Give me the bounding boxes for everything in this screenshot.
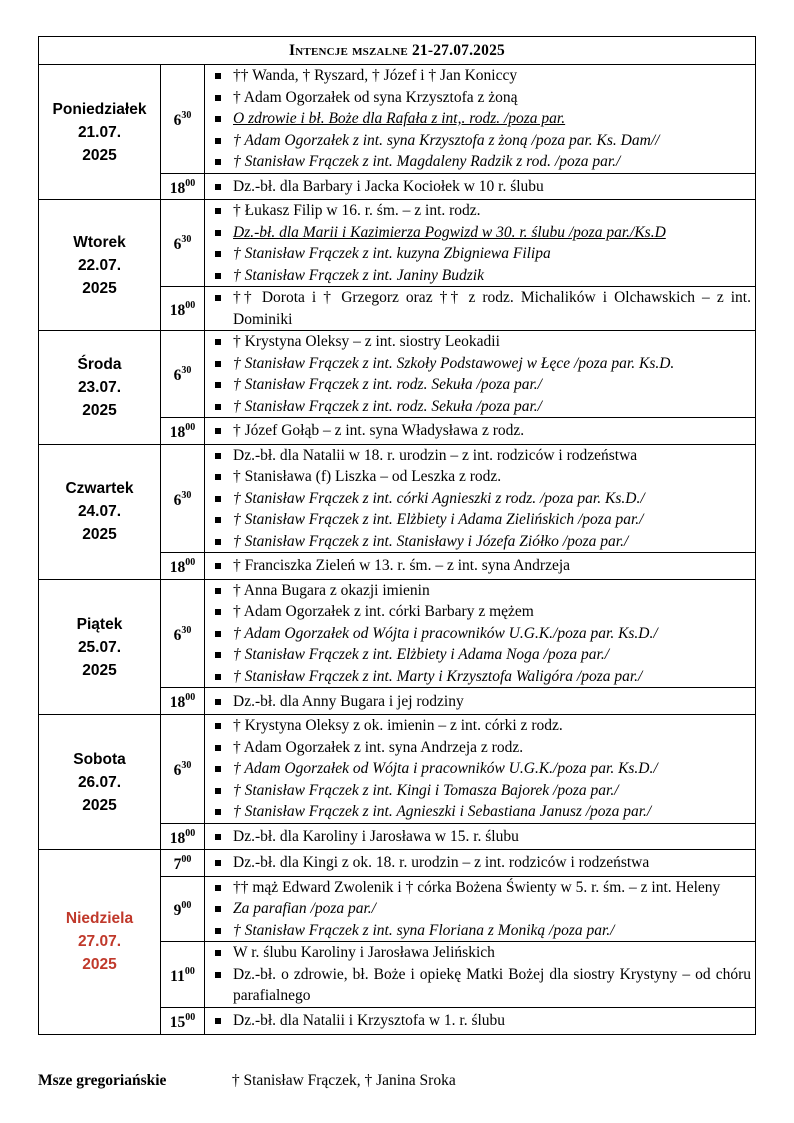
intention-item: W r. ślubu Karoliny i Jarosława Jelińskich — [207, 942, 751, 964]
intention-item: Dz.-bł. dla Barbary i Jacka Kociołek w 10 r. ślubu — [207, 176, 751, 198]
mass-hour: 6 — [173, 236, 182, 254]
intention-item: Dz.-bł. dla Natalii w 18. r. urodzin – z int. rodziców i rodzeństwa — [207, 445, 751, 467]
intentions-cell — [205, 942, 756, 1008]
mass-time — [161, 823, 205, 850]
intention-item: † Franciszka Zieleń w 13. r. śm. – z int. syna Andrzeja — [207, 555, 751, 577]
mass-minutes: 00 — [184, 965, 195, 977]
intentions-cell — [205, 287, 756, 331]
day-date: 25.07. — [77, 638, 122, 656]
mass-row — [39, 331, 756, 418]
mass-time — [161, 850, 205, 877]
mass-time — [161, 331, 205, 418]
intentions-cell — [205, 65, 756, 174]
intentions-cell — [205, 444, 756, 553]
day-label: Niedziela — [65, 910, 134, 928]
intentions-cell — [205, 1007, 756, 1034]
mass-row — [39, 579, 756, 688]
intentions-cell — [205, 418, 756, 445]
mass-minutes: 00 — [185, 177, 196, 189]
intention-item: † Stanisław Frączek z int. rodz. Sekuła /poza par./ — [207, 374, 751, 396]
mass-minutes: 30 — [181, 760, 192, 772]
mass-minutes: 00 — [185, 827, 196, 839]
day-label: Czwartek — [65, 480, 134, 498]
intention-item: † Adam Ogorzałek od Wójta i pracowników U.G.K./poza par. Ks.D./ — [207, 623, 751, 645]
intentions-list — [207, 445, 751, 553]
day-year: 2025 — [82, 796, 117, 814]
mass-row — [39, 850, 756, 877]
day-year: 2025 — [82, 661, 117, 679]
day-date: 23.07. — [77, 378, 122, 396]
intentions-cell — [205, 823, 756, 850]
day-label: Piątek — [76, 615, 123, 633]
mass-intentions-table — [38, 36, 756, 1035]
day-label: Wtorek — [73, 233, 126, 251]
mass-minutes: 00 — [185, 1011, 196, 1023]
intentions-cell — [205, 876, 756, 942]
intentions-list — [207, 287, 751, 330]
intention-item: † Łukasz Filip w 16. r. śm. – z int. rodz. — [207, 200, 751, 222]
mass-minutes: 30 — [181, 624, 192, 636]
day-cell-1 — [39, 200, 161, 331]
mass-time — [161, 1007, 205, 1034]
mass-hour: 6 — [173, 112, 182, 130]
mass-hour: 6 — [173, 627, 182, 645]
mass-hour: 18 — [169, 424, 186, 442]
intention-item: † Stanisław Frączek z int. Kingi i Tomasza Bajorek /poza par./ — [207, 780, 751, 802]
intention-item: Dz.-bł. dla Marii i Kazimierza Pogwizd w 30. r. ślubu /poza par./Ks.D — [207, 222, 751, 244]
mass-hour: 6 — [173, 367, 182, 385]
mass-hour: 18 — [169, 301, 186, 319]
mass-hour: 18 — [169, 829, 186, 847]
mass-hour: 18 — [169, 559, 186, 577]
mass-hour: 9 — [173, 902, 182, 920]
intention-item: † Stanisław Frączek z int. Agnieszki i Sebastiana Janusz /poza par./ — [207, 801, 751, 823]
gregorian-masses-names: † Stanisław Frączek, † Janina Sroka — [231, 1072, 456, 1089]
intention-item: Dz.-bł. o zdrowie, bł. Boże i opiekę Matki Bożej dla siostry Krystyny – od chóru parafialnego — [207, 964, 751, 1007]
day-cell-4 — [39, 579, 161, 714]
page-title — [39, 37, 756, 65]
mass-minutes: 30 — [181, 365, 192, 377]
mass-minutes: 00 — [185, 557, 196, 569]
intentions-list — [207, 877, 751, 942]
day-label: Poniedziałek — [52, 100, 147, 118]
intentions-cell — [205, 715, 756, 824]
mass-hour: 18 — [169, 179, 186, 197]
intentions-cell — [205, 173, 756, 200]
intention-item: † Anna Bugara z okazji imienin — [207, 580, 751, 602]
mass-row — [39, 715, 756, 824]
intentions-list — [207, 420, 751, 442]
intention-item: † Stanisław Frączek z int. Stanisławy i Józefa Ziółko /poza par./ — [207, 531, 751, 553]
page-title-text: Intencje mszalne 21-27.07.2025 — [289, 41, 505, 59]
day-year: 2025 — [82, 956, 117, 974]
day-cell-5 — [39, 715, 161, 850]
intentions-cell — [205, 579, 756, 688]
mass-time — [161, 418, 205, 445]
intention-item: † Adam Ogorzałek od syna Krzysztofa z żoną — [207, 87, 751, 109]
mass-time — [161, 200, 205, 287]
intention-item: †† Wanda, † Ryszard, † Józef i † Jan Koniccy — [207, 65, 751, 87]
intentions-cell — [205, 200, 756, 287]
intention-item: Dz.-bł. dla Anny Bugara i jej rodziny — [207, 691, 751, 713]
mass-time — [161, 942, 205, 1008]
intentions-list — [207, 200, 751, 286]
mass-time — [161, 579, 205, 688]
intention-item: † Krystyna Oleksy – z int. siostry Leokadii — [207, 331, 751, 353]
mass-hour: 6 — [173, 491, 182, 509]
day-date: 26.07. — [77, 773, 122, 791]
day-label: Sobota — [73, 750, 126, 768]
mass-time — [161, 173, 205, 200]
intention-item: † Stanisław Frączek z int. Elżbiety i Adama Zielińskich /poza par./ — [207, 509, 751, 531]
intentions-list — [207, 826, 751, 848]
intention-item: † Stanisław Frączek z int. Marty i Krzysztofa Waligóra /poza par./ — [207, 666, 751, 688]
intention-item: Dz.-bł. dla Kingi z ok. 18. r. urodzin – z int. rodziców i rodzeństwa — [207, 852, 751, 874]
day-date: 27.07. — [77, 933, 122, 951]
intentions-cell — [205, 331, 756, 418]
day-year: 2025 — [82, 401, 117, 419]
title-row — [39, 37, 756, 65]
intention-item: †† Dorota i † Grzegorz oraz †† z rodz. Michalików i Olchawskich – z int. Dominiki — [207, 287, 751, 330]
mass-time — [161, 553, 205, 580]
intention-item: † Stanisława (f) Liszka – od Leszka z rodz. — [207, 466, 751, 488]
intention-item: † Stanisław Frączek z int. kuzyna Zbigniewa Filipa — [207, 243, 751, 265]
intentions-list — [207, 715, 751, 823]
day-year: 2025 — [82, 279, 117, 297]
mass-hour: 6 — [173, 762, 182, 780]
mass-time — [161, 688, 205, 715]
day-cell-3 — [39, 444, 161, 579]
intention-item: † Adam Ogorzałek z int. córki Barbary z mężem — [207, 601, 751, 623]
day-date: 21.07. — [77, 123, 122, 141]
mass-minutes: 00 — [185, 692, 196, 704]
day-cell-2 — [39, 331, 161, 445]
mass-minutes: 30 — [181, 234, 192, 246]
mass-row — [39, 200, 756, 287]
intentions-list — [207, 555, 751, 577]
intentions-list — [207, 852, 751, 874]
intention-item: Za parafian /poza par./ — [207, 898, 751, 920]
gregorian-masses-footer — [38, 1072, 456, 1090]
intention-item: † Adam Ogorzałek z int. syna Andrzeja z rodz. — [207, 737, 751, 759]
intention-item: † Stanisław Frączek z int. córki Agnieszki z rodz. /poza par. Ks.D./ — [207, 488, 751, 510]
gregorian-masses-label: Msze gregoriańskie — [38, 1072, 167, 1089]
intention-item: †† mąż Edward Zwolenik i † córka Bożena Świenty w 5. r. śm. – z int. Heleny — [207, 877, 751, 899]
mass-time — [161, 65, 205, 174]
day-label: Środa — [77, 355, 122, 373]
intentions-list — [207, 580, 751, 688]
mass-minutes: 30 — [181, 109, 192, 121]
mass-hour: 11 — [170, 968, 185, 986]
mass-minutes: 00 — [181, 854, 192, 866]
intention-item: † Stanisław Frączek z int. syna Floriana z Moniką /poza par./ — [207, 920, 751, 942]
day-cell-0 — [39, 65, 161, 200]
intention-item: Dz.-bł. dla Natalii i Krzysztofa w 1. r. ślubu — [207, 1010, 751, 1032]
mass-hour: 7 — [173, 856, 182, 874]
mass-minutes: 30 — [181, 489, 192, 501]
mass-minutes: 00 — [181, 900, 192, 912]
intention-item: † Stanisław Frączek z int. Elżbiety i Adama Noga /poza par./ — [207, 644, 751, 666]
intentions-list — [207, 1010, 751, 1032]
intentions-cell — [205, 553, 756, 580]
mass-time — [161, 715, 205, 824]
intention-item: † Adam Ogorzałek od Wójta i pracowników U.G.K./poza par. Ks.D./ — [207, 758, 751, 780]
mass-time — [161, 876, 205, 942]
intentions-list — [207, 176, 751, 198]
mass-minutes: 00 — [185, 299, 196, 311]
intention-item: † Józef Gołąb – z int. syna Władysława z rodz. — [207, 420, 751, 442]
mass-hour: 18 — [169, 694, 186, 712]
intentions-list — [207, 691, 751, 713]
intention-item: Dz.-bł. dla Karoliny i Jarosława w 15. r. ślubu — [207, 826, 751, 848]
intentions-list — [207, 65, 751, 173]
intention-item: † Stanisław Frączek z int. rodz. Sekuła /poza par./ — [207, 396, 751, 418]
intention-item: † Adam Ogorzałek z int. syna Krzysztofa z żoną /poza par. Ks. Dam// — [207, 130, 751, 152]
intentions-list — [207, 331, 751, 417]
intentions-list — [207, 942, 751, 1007]
day-year: 2025 — [82, 146, 117, 164]
intentions-cell — [205, 688, 756, 715]
mass-time — [161, 444, 205, 553]
intention-item: † Stanisław Frączek z int. Magdaleny Radzik z rod. /poza par./ — [207, 151, 751, 173]
intention-item: † Stanisław Frączek z int. Szkoły Podstawowej w Łęce /poza par. Ks.D. — [207, 353, 751, 375]
mass-hour: 15 — [169, 1014, 186, 1032]
mass-row — [39, 444, 756, 553]
day-date: 22.07. — [77, 256, 122, 274]
mass-time — [161, 287, 205, 331]
day-year: 2025 — [82, 526, 117, 544]
intention-item: † Stanisław Frączek z int. Janiny Budzik — [207, 265, 751, 287]
mass-minutes: 00 — [185, 422, 196, 434]
mass-row — [39, 65, 756, 174]
day-cell-6 — [39, 850, 161, 1034]
intention-item: O zdrowie i bł. Boże dla Rafała z int,. rodz. /poza par. — [207, 108, 751, 130]
intention-item: † Krystyna Oleksy z ok. imienin – z int. córki z rodz. — [207, 715, 751, 737]
day-date: 24.07. — [77, 503, 122, 521]
intentions-cell — [205, 850, 756, 877]
